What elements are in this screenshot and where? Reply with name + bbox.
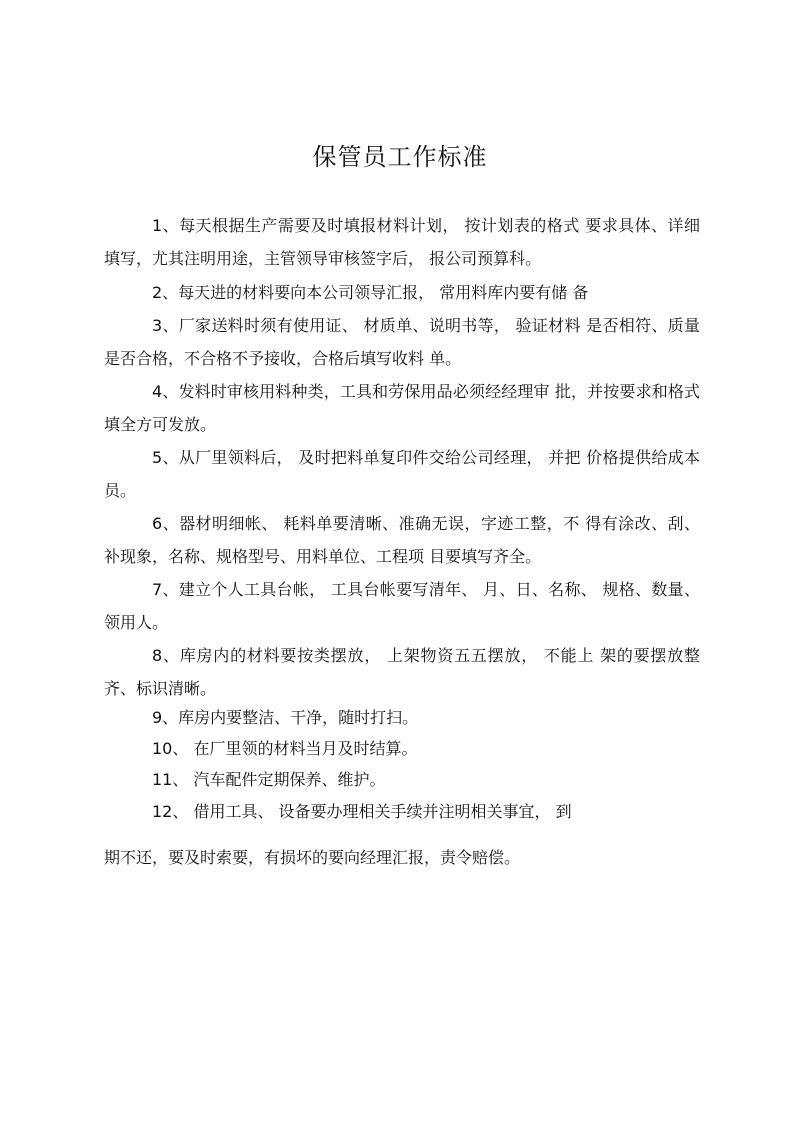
item-7: 7、建立个人工具台帐， 工具台帐要写清年、 月、日、名称、 规格、数量、领用人。 — [104, 580, 700, 632]
item-3: 3、厂家送料时须有使用证、 材质单、说明书等， 验证材料 是否相符、质量是否合格，不合格不予接收，合格后填写收料 单。 — [104, 316, 700, 368]
item-12: 12、 借用工具、 设备要办理相关手续并注明相关事宜， 到 — [152, 802, 572, 821]
item-5: 5、从厂里领料后， 及时把料单复印件交给公司经理， 并把 价格提供给成本员。 — [104, 448, 700, 500]
item-2: 2、每天进的材料要向本公司领导汇报， 常用料库内要有储 备 — [152, 283, 589, 302]
item-10: 10、 在厂里领的材料当月及时结算。 — [152, 739, 418, 758]
item-6: 6、器材明细帐、 耗料单要清晰、准确无误，字迹工整，不 得有涂改、刮、补现象，名称、规格型号、用料单位、工程项 目要填写齐全。 — [104, 514, 700, 566]
item-4: 4、发料时审核用料种类，工具和劳保用品必须经经理审 批，并按要求和格式填全方可发放。 — [104, 382, 700, 434]
item-9: 9、库房内要整洁、干净，随时打扫。 — [152, 708, 419, 727]
closing-line: 期不还，要及时索要，有损坏的要向经理汇报，责令赔偿。 — [104, 848, 521, 867]
item-11: 11、 汽车配件定期保养、维护。 — [152, 770, 386, 789]
item-1: 1、每天根据生产需要及时填报材料计划， 按计划表的格式 要求具体、详细填写，尤其注明用途，主管领导审核签字后， 报公司预算科。 — [104, 216, 700, 268]
item-8: 8、库房内的材料要按类摆放， 上架物资五五摆放， 不能上 架的要摆放整齐、标识清晰。 — [104, 646, 700, 698]
page-title: 保管员工作标准 — [312, 143, 488, 171]
